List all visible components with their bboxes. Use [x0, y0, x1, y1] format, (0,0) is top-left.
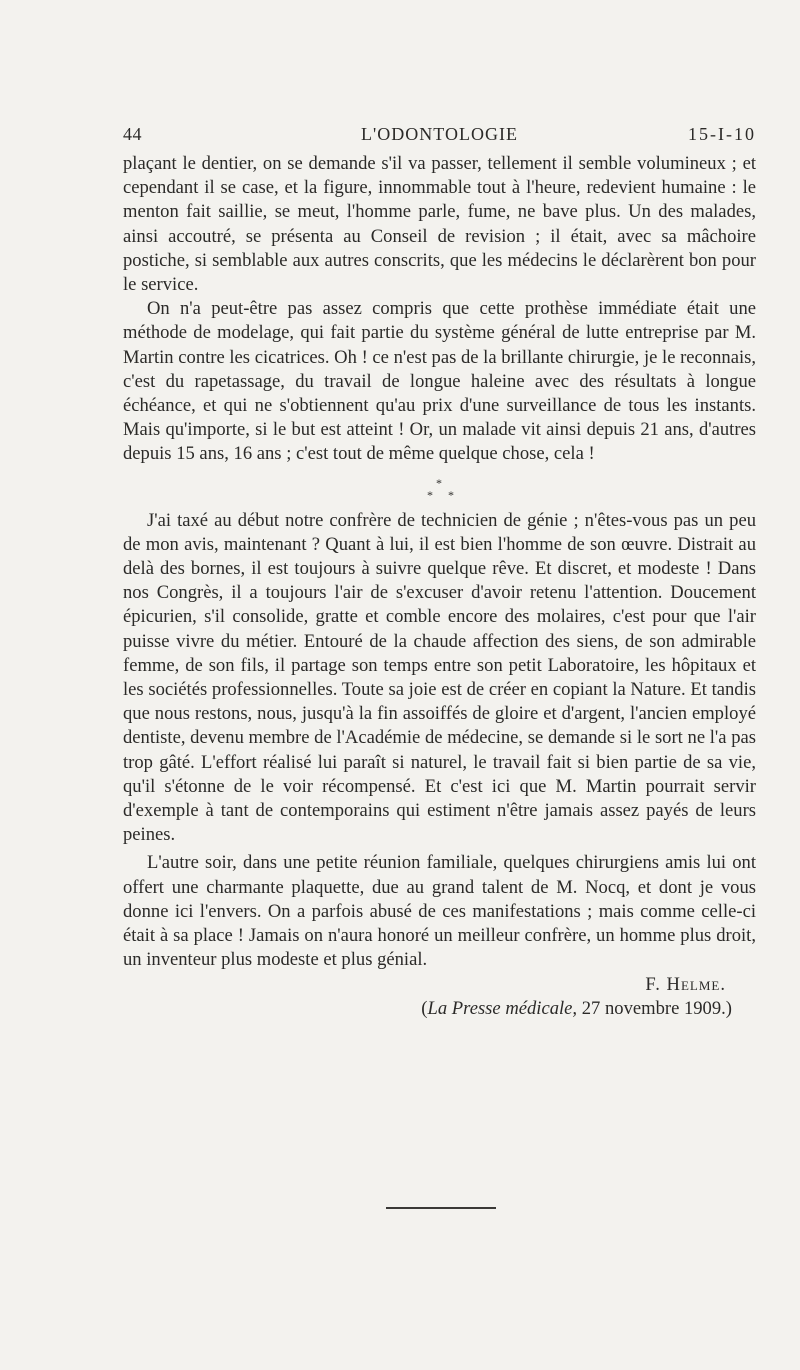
running-header — [123, 124, 756, 148]
paragraph-3: J'ai taxé au début notre confrère de technicien de génie ; n'êtes-vous pas un peu de mon avis, maintenant ? Quant à lui, il est bien l'homme de son œuvre. Distrait au delà des bornes, il est toujours à suivre quelque rêve. Et discret, et modeste ! Dans nos Congrès, il a toujours l'air de s'excuser d'avoir retenu l'attention. Doucement épicurien, s'il consolide, gratte et comble encore des molaires, c'est pour que l'air puisse vivre du métier. Entouré de la chaude affection des siens, de son admirable femme, de son fils, il partage son temps entre son petit Laboratoire, les hôpitaux et les sociétés professionnelles. Toute sa joie est de créer en copiant la Nature. Et tandis que nous restons, nous, jusqu'à la fin assoiffés de gloire et d'argent, l'ancien employé dentiste, devenu membre de l'Académie de médecine, se demande si le sort ne l'a pas trop gâté. L'effort réalisé lui paraît si naturel, le travail fait si bien partie de sa vie, qu'il s'étonne de le voir récompensé. Et c'est ici que M. Martin pourrait servir d'exemple à tant de contemporains qui estiment n'être jamais assez payés de leurs peines. — [123, 509, 756, 846]
section-asterism — [123, 473, 756, 509]
paragraph-2: On n'a peut-être pas assez compris que cette prothèse immédiate était une méthode de modelage, qui fait partie du système général de lutte entreprise par M. Martin contre les cicatrices. Oh ! ce n'est pas de la brillante chirurgie, je le reconnais, c'est du rapetassage, du travail de longue haleine avec des résultats à longue échéance, et qui ne s'obtiennent qu'au prix d'une surveillance de tous les instants. Mais qu'importe, si le but est atteint ! Or, un malade vit ainsi depuis 21 ans, d'autres depuis 15 ans, 16 ans ; c'est tout de même quelque chose, cela ! — [123, 298, 756, 465]
source-date: 27 novembre 1909.) — [577, 997, 732, 1019]
author-signature — [123, 973, 756, 997]
signature-surname: Helme. — [666, 973, 726, 995]
paragraph-1: plaçant le dentier, on se demande s'il va passer, tellement il semble volumineux ; et cependant il se case, et la figure, innommable tout à l'heure, redevient humaine : le menton fait saillie, se meut, l'homme parle, fume, ne bave plus. Un des malades, ainsi accoutré, se présenta au Conseil de revision ; il était, avec sa mâchoire postiche, si semblable aux autres conscrits, que les médecins le déclarèrent bon pour le service. — [123, 153, 756, 296]
signature-initial: F. — [645, 973, 661, 995]
asterism-bottom: * * — [427, 487, 460, 502]
source-publication: La Presse médicale, — [427, 997, 578, 1019]
paragraph-4: L'autre soir, dans une petite réunion familiale, quelques chirurgiens amis lui ont offert une charmante plaquette, due au grand talent de M. Nocq, et dont je vous donne ici l'envers. On a parfois abusé de ces manifestations ; mais comme celle-ci était à sa place ! Jamais on n'aura honoré un meilleur confrère, un homme plus droit, un inventeur plus modeste et plus génial. — [123, 852, 756, 971]
journal-title: L'ODONTOLOGIE — [361, 124, 518, 144]
source-citation — [123, 997, 756, 1021]
asterism-top: * — [436, 475, 442, 490]
closing-rule — [386, 1207, 496, 1209]
source-open: ( — [421, 997, 428, 1019]
page-number: 44 — [123, 124, 142, 144]
article-body — [123, 152, 756, 1021]
issue-date: 15-I-10 — [688, 124, 756, 144]
